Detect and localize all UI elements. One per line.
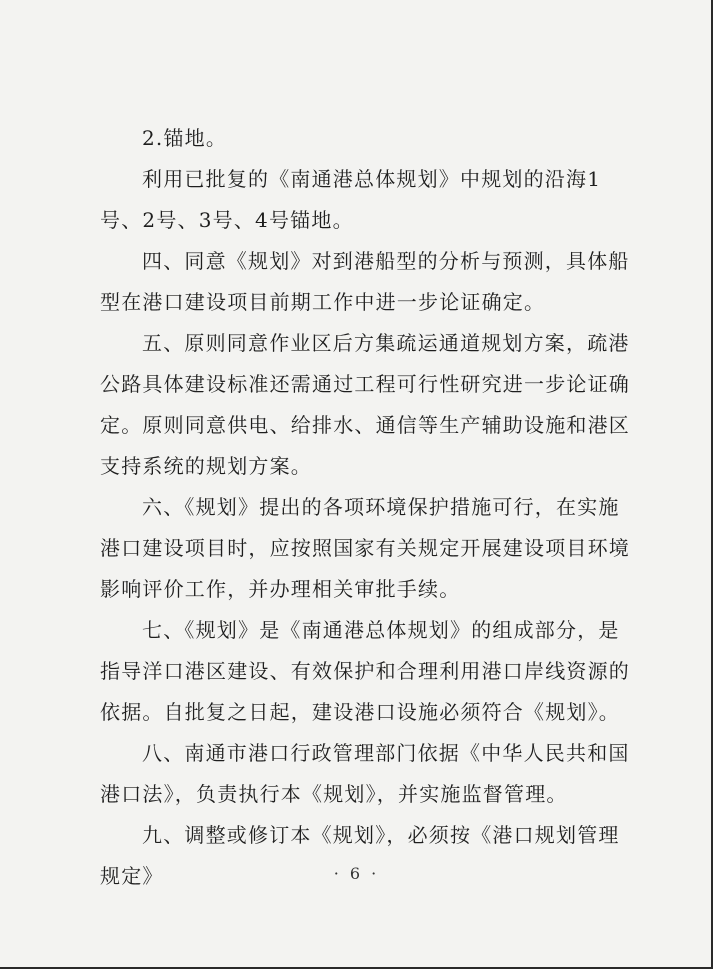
paragraph-item-5: 五、原则同意作业区后方集疏运通道规划方案，疏港公路具体建设标准还需通过工程可行性研究进一步论证确定。原则同意供电、给排水、通信等生产辅助设施和港区支持系统的规划方案。 <box>100 331 630 478</box>
document-body <box>100 118 630 897</box>
section-heading-anchorage: 2.锚地。 <box>142 126 228 150</box>
paragraph-item-9: 九、调整或修订本《规划》，必须按《港口规划管理规定》 <box>100 823 620 888</box>
paragraph-item-8: 八、南通市港口行政管理部门依据《中华人民共和国港口法》，负责执行本《规划》，并实施监督管理。 <box>100 741 630 806</box>
paragraph-item-6: 六、《规划》提出的各项环境保护措施可行，在实施港口建设项目时，应按照国家有关规定开展建设项目环境影响评价工作，并办理相关审批手续。 <box>100 495 630 601</box>
paragraph-item-4: 四、同意《规划》对到港船型的分析与预测，具体船型在港口建设项目前期工作中进一步论证确定。 <box>100 249 630 314</box>
page-number: · 6 · <box>333 864 380 883</box>
paragraph-anchorage-detail: 利用已批复的《南通港总体规划》中规划的沿海1号、2号、3号、4号锚地。 <box>100 167 602 232</box>
paragraph-item-7: 七、《规划》是《南通港总体规划》的组成部分，是指导洋口港区建设、有效保护和合理利用港口岸线资源的依据。自批复之日起，建设港口设施必须符合《规划》。 <box>100 618 630 724</box>
